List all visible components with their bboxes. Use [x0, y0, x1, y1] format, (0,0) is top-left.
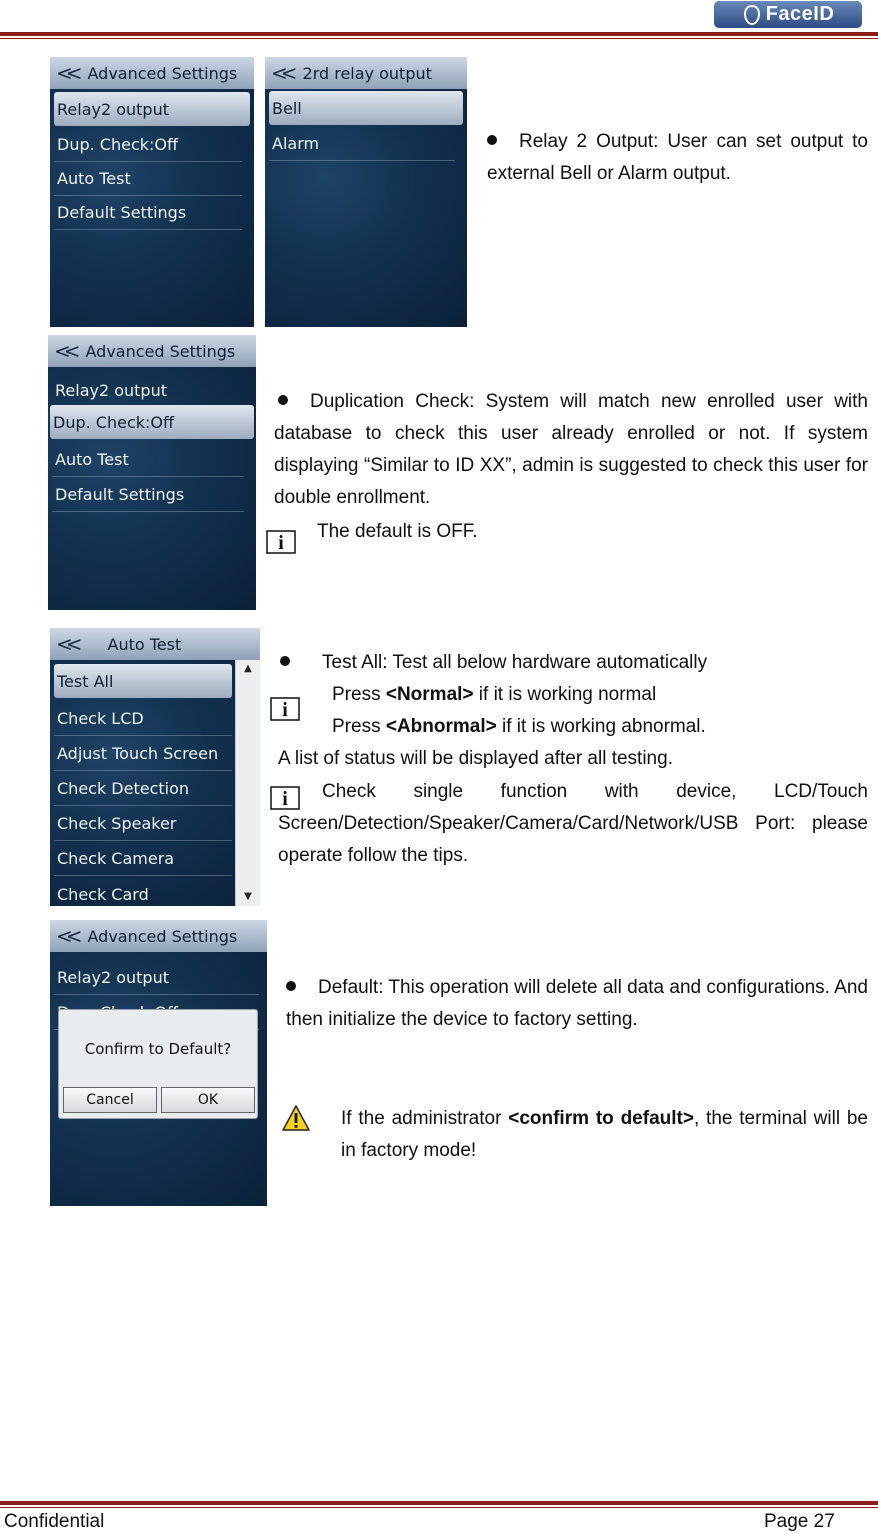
- screen-title: Advanced Settings: [87, 926, 238, 946]
- svg-text:i: i: [278, 532, 284, 554]
- normal-key: <Normal>: [385, 684, 474, 705]
- info-icon: [270, 697, 300, 721]
- warning-icon: [281, 1104, 311, 1132]
- warn-pre: If the administrator: [341, 1108, 509, 1129]
- menu-item-dup-check[interactable]: Dup. Check:Off: [54, 128, 242, 162]
- screen-advanced-settings-2: [48, 335, 256, 610]
- press-label: Press: [332, 684, 386, 705]
- relay-text: Relay 2 Output: User can set output to external Bell or Alarm output.: [487, 131, 868, 184]
- menu-item-check-lcd[interactable]: Check LCD: [54, 702, 232, 736]
- logo-text: FaceID: [765, 3, 835, 25]
- menu-item-default-settings[interactable]: Default Settings: [52, 478, 244, 512]
- ok-button[interactable]: OK: [161, 1087, 255, 1113]
- menu-item-relay2-output[interactable]: Relay2 output: [54, 961, 259, 995]
- bullet-icon: [286, 981, 296, 991]
- check-single-function: Check single function with device, LCD/Touch Screen/Detection/Speaker/Camera/Card/Network/USB Port: please operate follow the tips.: [278, 781, 868, 866]
- menu-item-dup-check[interactable]: Dup. Check:Off: [50, 405, 254, 439]
- back-icon[interactable]: <<: [56, 924, 76, 948]
- dup-text: Duplication Check: System will match new enrolled user with database to check this user already enrolled or not. If system displaying “Similar to ID XX”, admin is suggested to check this user for double enrollment.: [274, 391, 868, 508]
- svg-text:i: i: [282, 788, 288, 810]
- menu-item-test-all[interactable]: Test All: [54, 664, 232, 698]
- info-icon: [266, 530, 296, 554]
- screen-titlebar: [48, 335, 256, 367]
- menu-item-auto-test[interactable]: Auto Test: [52, 443, 244, 477]
- menu-item-check-camera[interactable]: Check Camera: [54, 842, 232, 876]
- menu-item-check-card[interactable]: Check Card: [57, 884, 149, 904]
- menu-item-check-detection[interactable]: Check Detection: [54, 772, 232, 806]
- screen-titlebar: [50, 57, 254, 89]
- default-description: [286, 972, 868, 1036]
- dup-default-note: The default is OFF.: [317, 521, 478, 542]
- abnormal-key: <Abnormal>: [385, 716, 497, 737]
- back-icon[interactable]: <<: [271, 61, 291, 85]
- back-icon[interactable]: <<: [56, 61, 76, 85]
- screen-title: Auto Test: [107, 634, 182, 654]
- header-rule-thin: [0, 38, 878, 39]
- dup-check-description: [274, 386, 868, 514]
- scrollbar[interactable]: [235, 660, 260, 906]
- screen-advanced-settings-1: [50, 57, 254, 327]
- screen-titlebar: [50, 920, 267, 952]
- default-warning: [341, 1103, 868, 1167]
- screen-auto-test: [50, 628, 260, 906]
- footer-rule-thin: [0, 1507, 878, 1508]
- confirm-default-key: <confirm to default>: [508, 1108, 694, 1129]
- svg-text:i: i: [282, 699, 288, 721]
- dialog-message: Confirm to Default?: [84, 1040, 232, 1058]
- menu-item-relay2-output[interactable]: Relay2 output: [52, 374, 244, 408]
- page-number: Page 27: [764, 1511, 835, 1532]
- menu-item-alarm[interactable]: Alarm: [269, 127, 455, 161]
- back-icon[interactable]: <<: [56, 632, 76, 656]
- screen-relay-output: [265, 57, 467, 327]
- screen-title: Advanced Settings: [87, 63, 238, 83]
- bullet-icon: [278, 395, 288, 405]
- screen-title: Advanced Settings: [85, 341, 236, 361]
- back-icon[interactable]: <<: [54, 339, 74, 363]
- menu-item-check-speaker[interactable]: Check Speaker: [54, 807, 232, 841]
- screen-titlebar: [265, 57, 467, 89]
- bullet-icon: [487, 135, 497, 145]
- bullet-icon: [280, 656, 290, 666]
- face-icon: [742, 4, 762, 26]
- screen-advanced-settings-3: [50, 920, 267, 1206]
- confirm-default-dialog: [58, 1009, 258, 1119]
- status-line: A list of status will be displayed after all testing.: [278, 748, 673, 769]
- footer-confidential: Confidential: [4, 1511, 105, 1532]
- abnormal-rest: if it is working abnormal.: [496, 716, 706, 737]
- warn-post: , the terminal will be in factory mode!: [341, 1108, 869, 1161]
- screen-titlebar: [50, 628, 260, 660]
- relay-output-description: [487, 126, 868, 190]
- test-all-heading: Test All: Test all below hardware automatically: [322, 652, 708, 673]
- footer-rule: [0, 1501, 878, 1505]
- normal-rest: if it is working normal: [473, 684, 657, 705]
- press-label: Press: [332, 716, 386, 737]
- auto-test-description: [280, 647, 868, 775]
- screen-title: 2rd relay output: [302, 63, 432, 83]
- header-rule: [0, 32, 878, 36]
- menu-item-adjust-touch-screen[interactable]: Adjust Touch Screen: [54, 737, 232, 771]
- cancel-button[interactable]: Cancel: [63, 1087, 157, 1113]
- menu-item-bell[interactable]: Bell: [269, 91, 463, 125]
- default-text: Default: This operation will delete all data and configurations. And then initialize the device to factory setting.: [286, 977, 868, 1030]
- scroll-up-icon[interactable]: ▲: [244, 663, 252, 674]
- scroll-down-icon[interactable]: ▼: [244, 891, 252, 902]
- menu-item-default-settings[interactable]: Default Settings: [54, 196, 242, 230]
- menu-item-relay2-output[interactable]: Relay2 output: [54, 92, 250, 126]
- menu-item-auto-test[interactable]: Auto Test: [54, 162, 242, 196]
- faceid-logo: [714, 1, 862, 28]
